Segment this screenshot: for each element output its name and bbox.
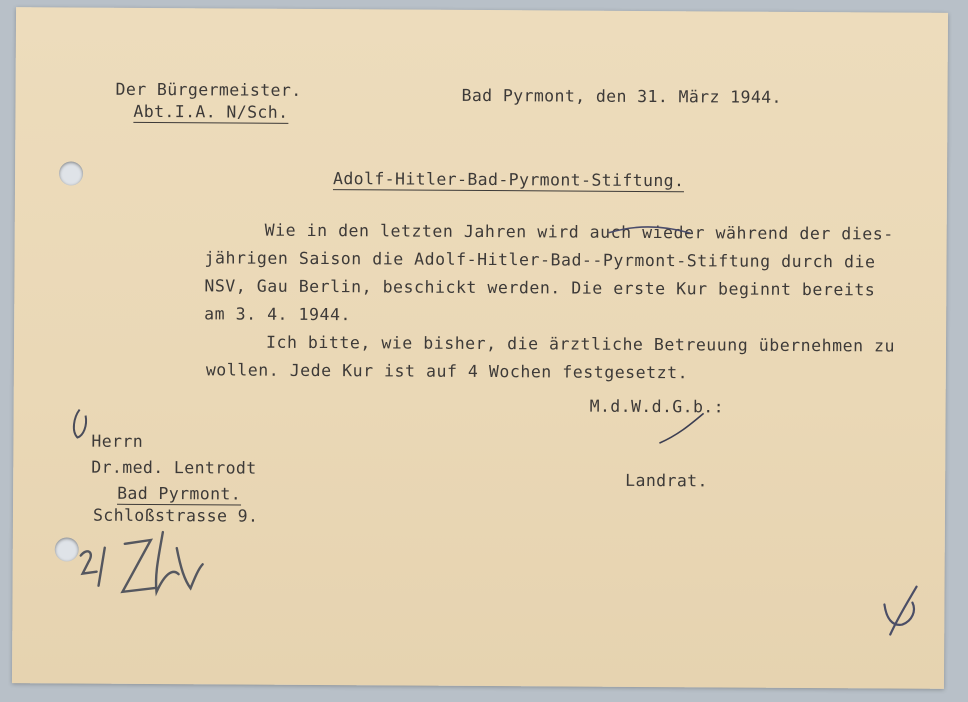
sender-office: Der Bürgermeister. [115,79,302,100]
margin-note-handwriting [81,532,203,593]
body-line-4: am 3. 4. 1944. [204,304,352,325]
body-line-1: Wie in den letzten Jahren wird auch wieder während der dies- [264,220,894,244]
body-line-3: NSV, Gau Berlin, beschickt werden. Die erste Kur beginnt bereits [204,276,876,300]
recipient-salutation: Herrn [91,431,144,451]
body-line-6: wollen. Jede Kur ist auf 4 Wochen festgesetzt. [205,360,689,383]
signature-title: Landrat. [625,470,708,491]
correction-stroke [609,227,691,234]
signature-stroke [659,413,703,443]
place-date: Bad Pyrmont, den 31. März 1944. [461,85,782,107]
margin-bracket-mark [74,410,86,438]
body-line-2: jährigen Saison die Adolf-Hitler-Bad--Pyrmont-Stiftung durch die [204,248,876,272]
letter-paper [12,7,948,689]
body-line-5: Ich bitte, wie bisher, die ärztliche Betreuung übernehmen zu [265,332,896,356]
sender-reference: Abt.I.A. N/Sch. [133,101,289,122]
initial-handwriting [884,586,916,634]
subject-line: Adolf-Hitler-Bad-Pyrmont-Stiftung. [332,169,685,191]
signature-authority: M.d.W.d.G.b.: [589,396,725,417]
handwritten-marks [12,7,948,689]
recipient-city: Bad Pyrmont. [117,483,242,504]
recipient-name: Dr.med. Lentrodt [91,457,257,478]
recipient-street: Schloßstrasse 9. [92,505,259,526]
